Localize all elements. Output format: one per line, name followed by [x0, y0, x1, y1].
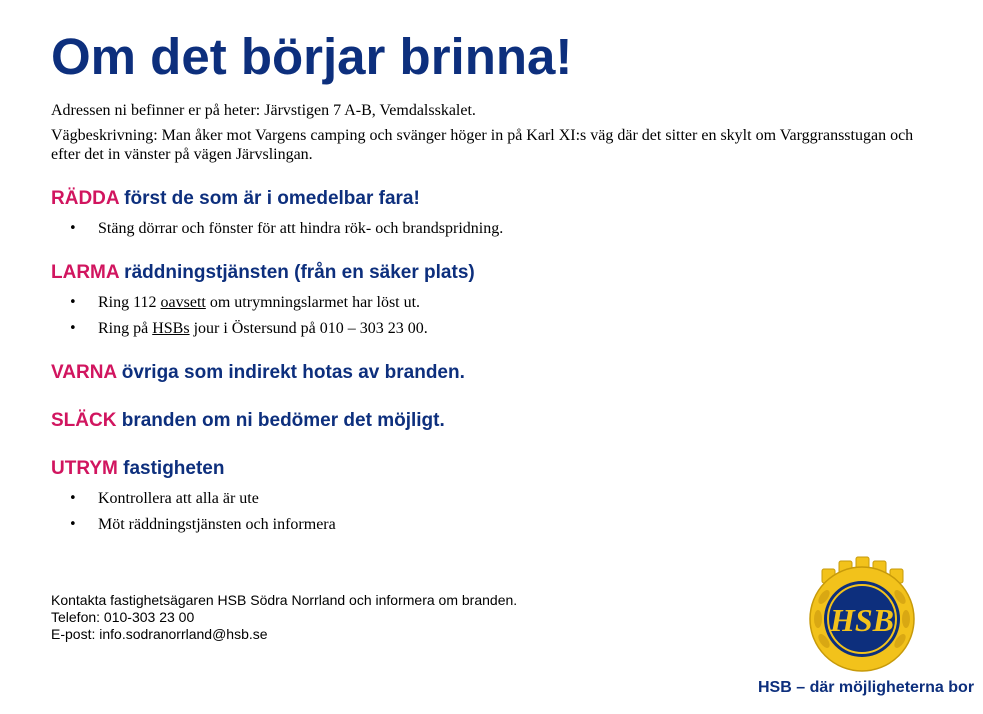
hsb-crown-emblem-icon [802, 555, 922, 675]
logo-text: HSB [829, 602, 895, 638]
heading-text-larma: räddningstjänsten (från en säker plats) [118, 262, 475, 283]
underlined-word: oavsett [160, 294, 206, 311]
heading-text-radda: först de som är i omedelbar fara! [118, 188, 420, 209]
list-item [51, 293, 931, 312]
page-title: Om det börjar brinna! [51, 28, 573, 85]
bullet-text: Ring 112 [98, 294, 161, 311]
contact-email: E-post: info.sodranorrland@hsb.se [51, 626, 268, 642]
tagline: HSB – där möjligheterna bor [758, 679, 975, 696]
bullet-text: jour i Östersund på 010 – 303 23 00. [189, 320, 428, 337]
section-heading-varna [51, 361, 931, 385]
section-larma [51, 261, 931, 345]
keyword-slack: SLÄCK [51, 410, 117, 431]
bullet-text: Ring på [98, 320, 153, 337]
heading-text-varna: övriga som indirekt hotas av branden. [116, 362, 465, 383]
list-item: • Möt räddningstjänsten och informera [51, 515, 931, 534]
address-text: Adressen ni befinner er på heter: Järvstigen 7 A-B, Vemdalsskalet. [51, 102, 476, 119]
list-item [51, 319, 931, 338]
section-radda [51, 187, 931, 245]
section-slack [51, 409, 931, 433]
keyword-varna: VARNA [51, 362, 117, 383]
section-heading-utrym [51, 457, 931, 481]
bullet-list-utrym [51, 489, 931, 534]
heading-text-utrym: fastigheten [117, 458, 225, 479]
directions-text: Vägbeskrivning: Man åker mot Vargens camping och svänger höger in på Karl XI:s väg där det sitter en skylt om Varggransstugan och efter det in vänster på vägen Järvslingan. [51, 127, 914, 163]
keyword-utrym: UTRYM [51, 458, 118, 479]
bullet-text: om utrymningslarmet har löst ut. [205, 294, 421, 311]
bullet-list-larma [51, 293, 931, 338]
keyword-radda: RÄDDA [51, 188, 119, 209]
list-item: • Stäng dörrar och fönster för att hindra rök- och brandspridning. [51, 219, 931, 238]
heading-text-slack: branden om ni bedömer det möjligt. [116, 410, 445, 431]
intro [51, 101, 931, 170]
section-heading-larma [51, 261, 931, 285]
bullet-list-radda [51, 219, 931, 238]
contact-info [51, 592, 517, 643]
list-item: • Kontrollera att alla är ute [51, 489, 931, 508]
contact-text: Kontakta fastighetsägaren HSB Södra Norrland och informera om branden. [51, 592, 518, 608]
section-heading-slack [51, 409, 931, 433]
section-heading-radda [51, 187, 931, 211]
section-varna [51, 361, 931, 385]
underlined-word: HSBs [152, 320, 190, 337]
keyword-larma: LARMA [51, 262, 119, 283]
contact-phone: Telefon: 010-303 23 00 [51, 609, 195, 625]
section-utrym [51, 457, 931, 541]
